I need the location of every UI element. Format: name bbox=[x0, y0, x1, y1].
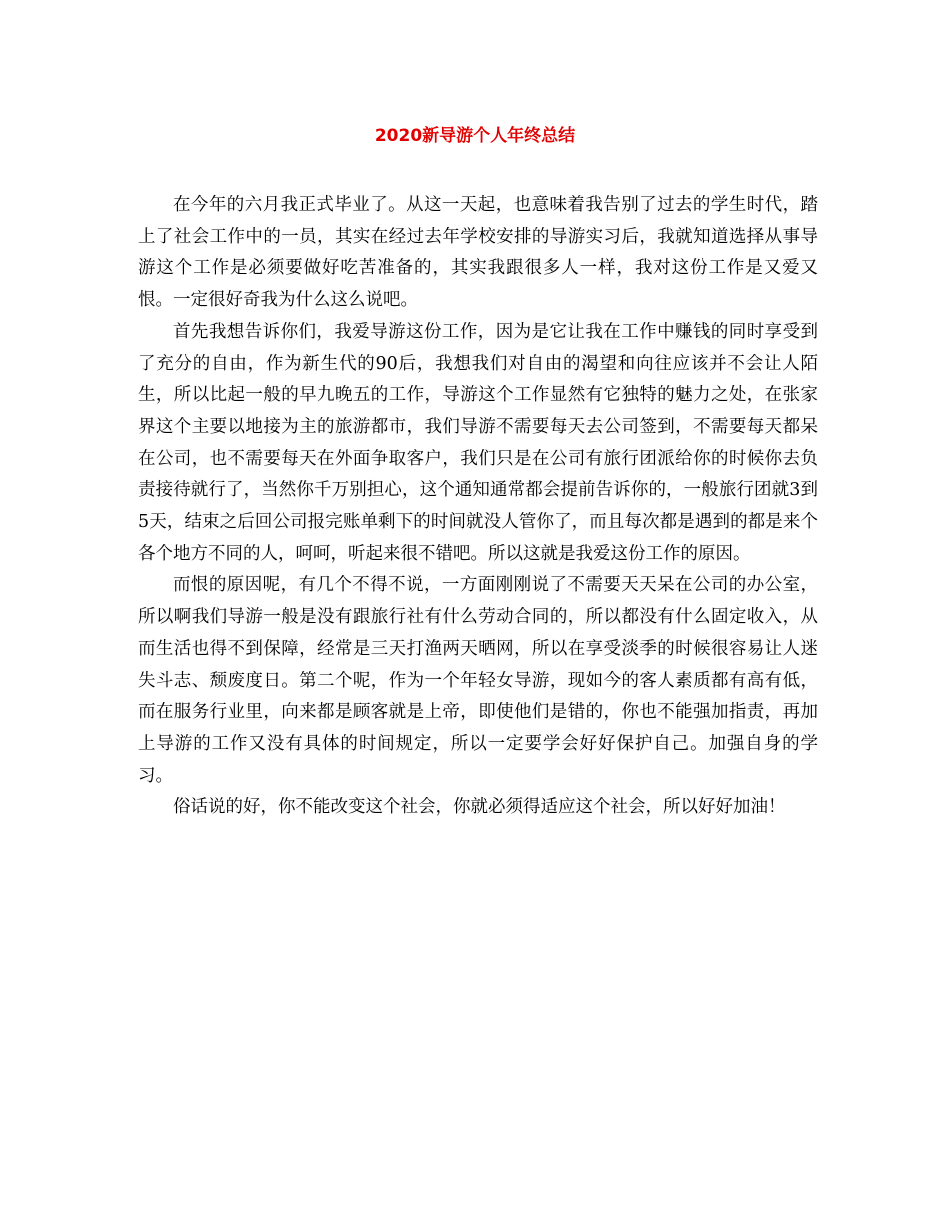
paragraph-1: 在今年的六月我正式毕业了。从这一天起，也意味着我告别了过去的学生时代，踏上了社会工作中的一员，其实在经过去年学校安排的导游实习后，我就知道选择从事导游这个工作是必须要做好吃苦准备的，其实我跟很多人一样，我对这份工作是又爱又恨。一定很好奇我为什么这么说吧。 bbox=[138, 195, 818, 311]
paragraph-4: 俗话说的好，你不能改变这个社会，你就必须得适应这个社会，所以好好加油！ bbox=[173, 797, 786, 818]
paragraph-2: 首先我想告诉你们，我爱导游这份工作，因为是它让我在工作中赚钱的同时享受到了充分的自由，作为新生代的90后，我想我们对自由的渴望和向往应该并不会让人陌生，所以比起一般的早九晚五的工作，导游这个工作显然有它独特的魅力之处，在张家界这个主要以地接为主的旅游都市，我们导游不需要每天去公司签到，不需要每天都呆在公司，也不需要每天在外面争取客户，我们只是在公司有旅行团派给你的时候你去负责接待就行了，当然你千万别担心，这个通知通常都会提前告诉你的，一般旅行团就3到5天，结束之后回公司报完账单剩下的时间就没人管你了，而且每次都是遇到的都是来个各个地方不同的人，呵呵，听起来很不错吧。所以这就是我爱这份工作的原因。 bbox=[138, 321, 818, 564]
document-title: 2020新导游个人年终总结 bbox=[374, 126, 576, 146]
document-body bbox=[138, 190, 818, 824]
paragraph-3: 而恨的原因呢，有几个不得不说，一方面刚刚说了不需要天天呆在公司的办公室，所以啊我们导游一般是没有跟旅行社有什么劳动合同的，所以都没有什么固定收入，从而生活也得不到保障，经常是三天打渔两天晒网，所以在享受淡季的时候很容易让人迷失斗志、颓废度日。第二个呢，作为一个年轻女导游，现如今的客人素质都有高有低，而在服务行业里，向来都是顾客就是上帝，即使他们是错的，你也不能强加指责，再加上导游的工作又没有具体的时间规定，所以一定要学会好好保护自己。加强自身的学习。 bbox=[138, 575, 818, 786]
